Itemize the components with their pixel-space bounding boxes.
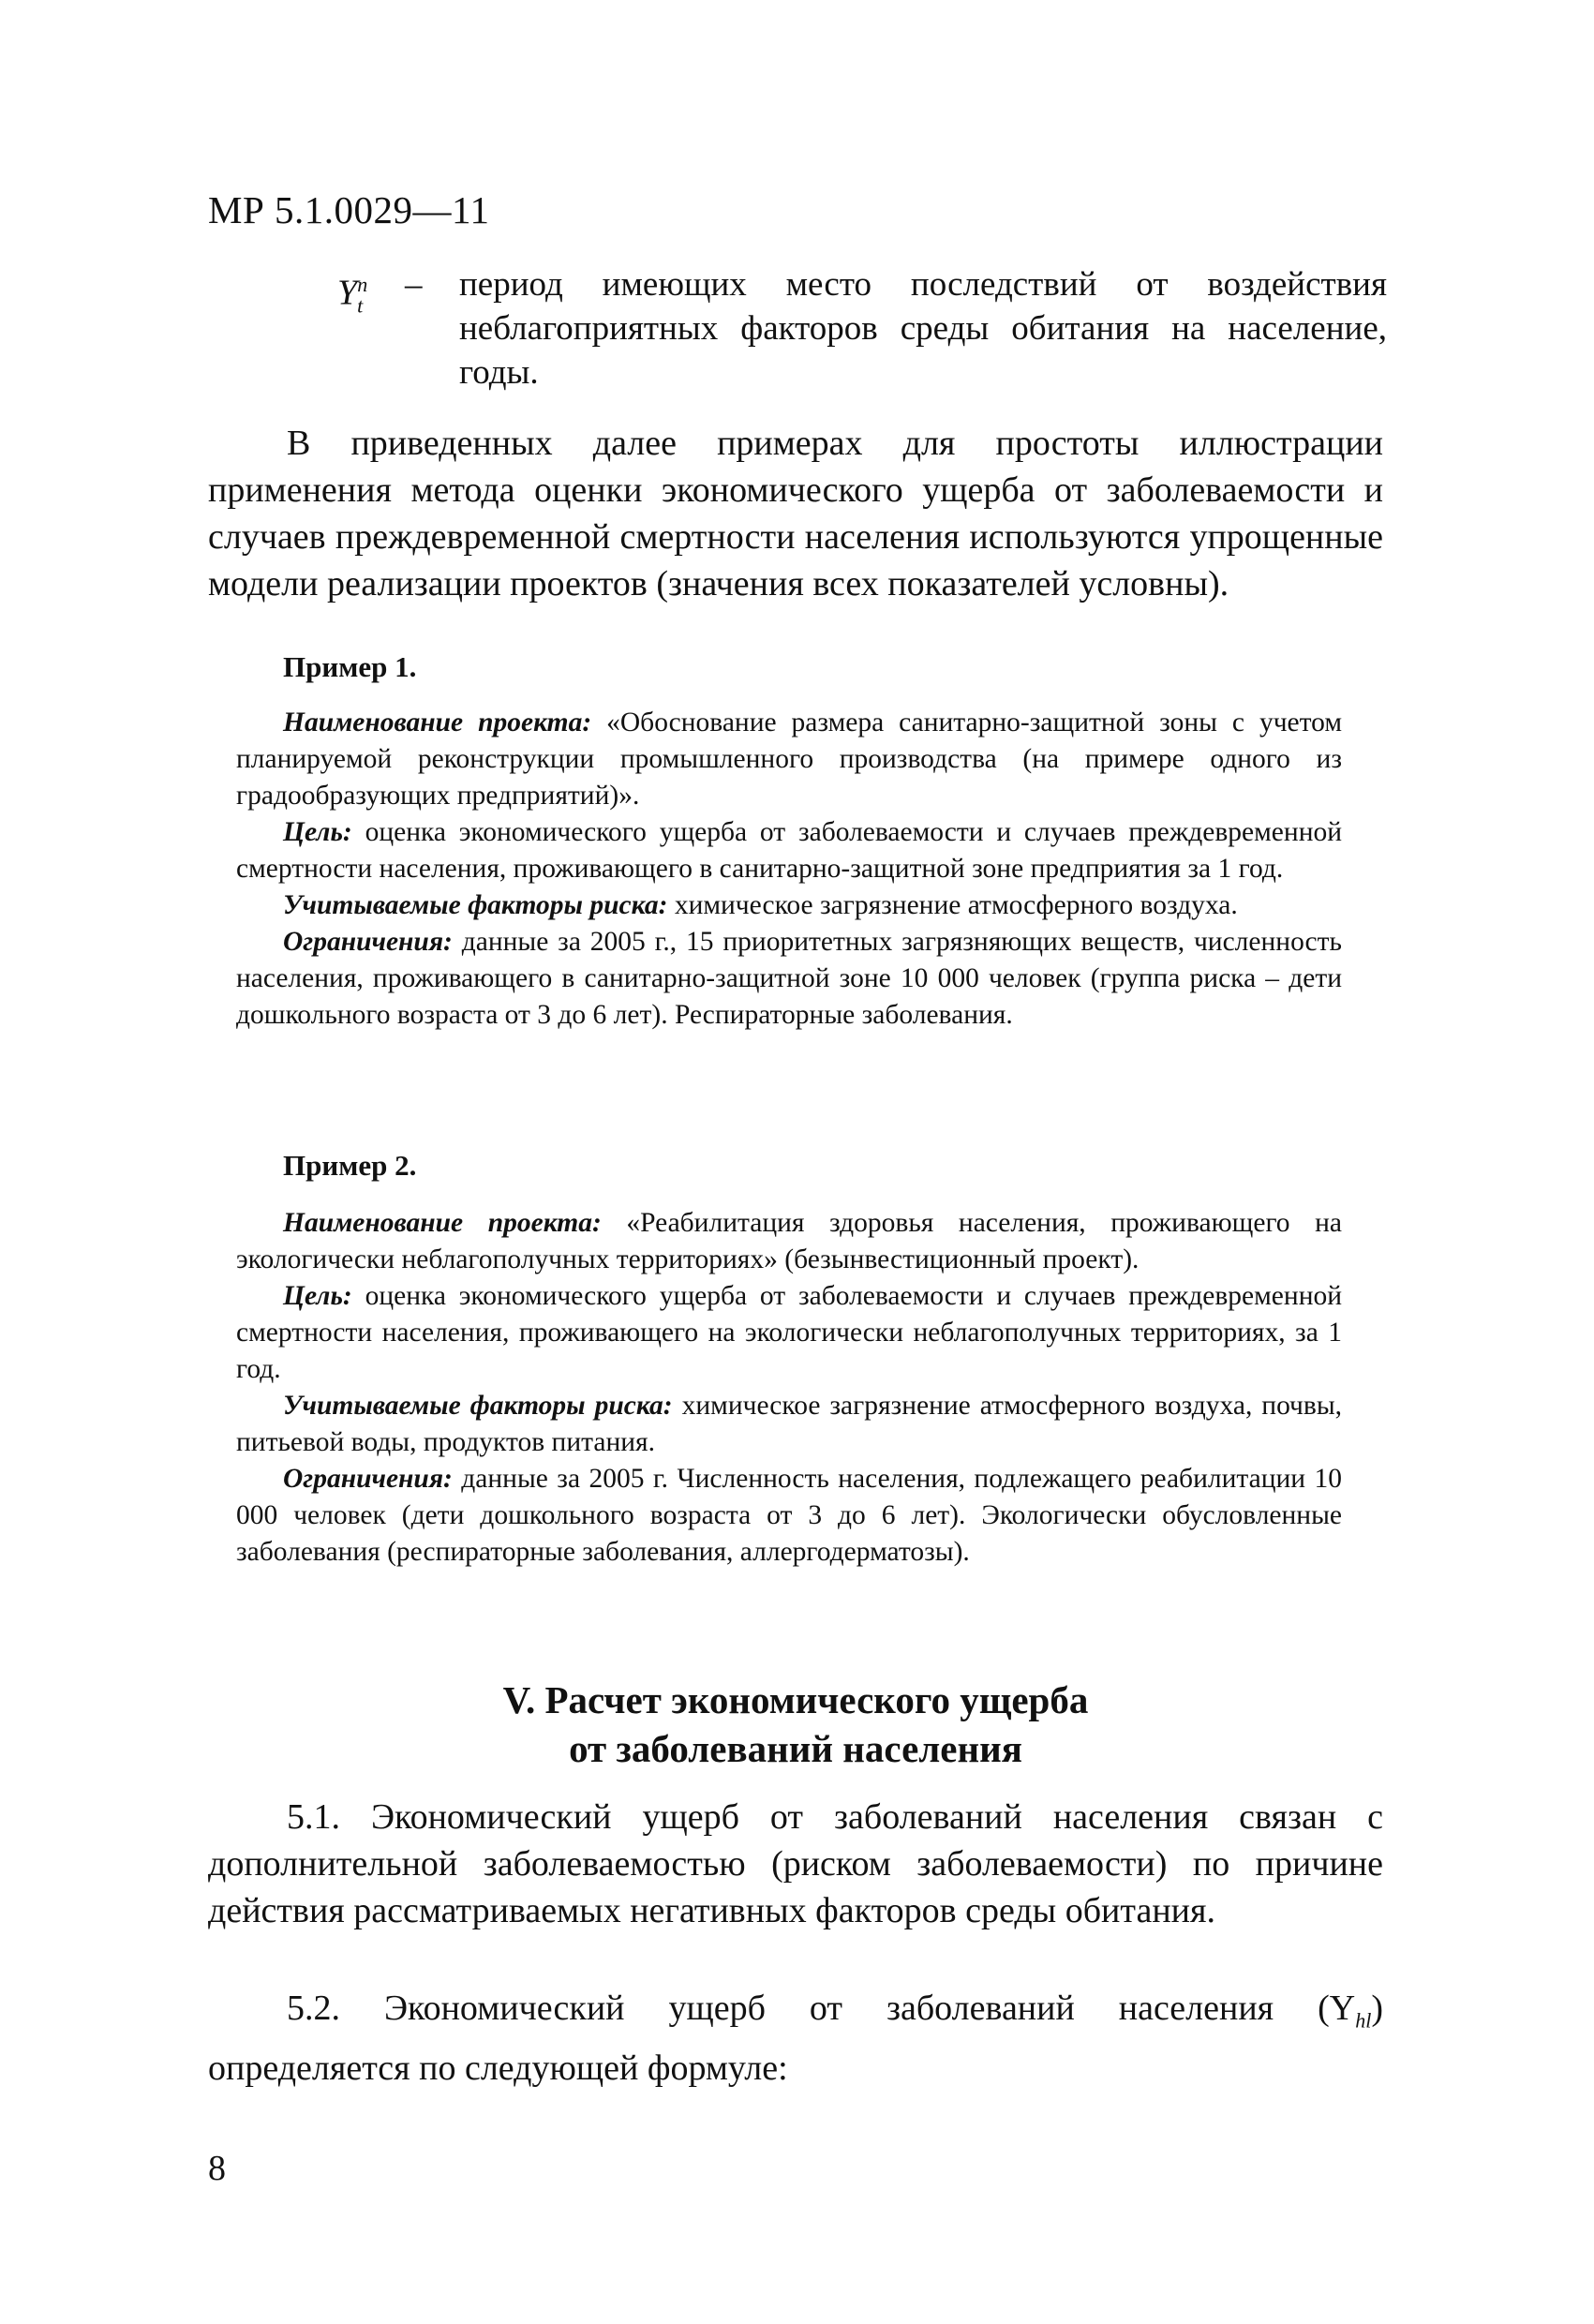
example2-name: [236, 1205, 1342, 1278]
example2-factors-text: химическое загрязнение атмосферного воздуха, почвы, питьевой воды, продуктов питания.: [236, 1391, 1343, 1457]
example1-factors-text: химическое загрязнение атмосферного воздуха.: [674, 890, 1238, 920]
example1-block: [236, 705, 1342, 1034]
example1-title: Пример 1.: [283, 650, 417, 683]
example1-name-text: «Обоснование размера санитарно-защитной зоны с учетом планируемой реконструкции промышленного производства (на примере одного из градообразующих предприятий)».: [236, 708, 1343, 811]
example2-block: [236, 1205, 1342, 1571]
example1-limits-label: Ограничения:: [283, 927, 453, 957]
example1-factors: [236, 887, 1342, 924]
example2-name-text: «Реабилитация здоровья населения, проживающего на экологически неблагополучных территориях» (безынвестиционный проект).: [236, 1208, 1342, 1274]
variable-symbol: $Y_t^n$: [337, 273, 368, 318]
definition-text: период имеющих место последствий от воздействия неблагоприятных факторов среды обитания на население, годы.: [459, 265, 1387, 392]
example2-goal-text: оценка экономического ущерба от заболеваемости и случаев преждевременной смертности населения, проживающего на экологически неблагополучных территориях, за 1 год.: [236, 1281, 1343, 1384]
example2-limits-label: Ограничения:: [283, 1464, 453, 1494]
example1-name: [236, 705, 1342, 814]
page-number: 8: [208, 2149, 226, 2188]
example2-factors-label: Учитываемые факторы риска:: [283, 1391, 673, 1421]
example1-goal-label: Цель:: [283, 817, 352, 847]
example1-limits: [236, 924, 1342, 1034]
example1-factors-label: Учитываемые факторы риска:: [283, 890, 668, 920]
section-heading-line2: от заболеваний населения: [569, 1727, 1022, 1770]
section-heading: [208, 1676, 1383, 1773]
example1-name-label: Наименование проекта:: [283, 708, 592, 737]
example2-goal-label: Цель:: [283, 1281, 352, 1311]
paragraph-5-1: 5.1. Экономический ущерб от заболеваний населения связан с дополнительной заболеваемостью (риском заболеваемости) по причине действия рассматриваемых негативных факторов среды обитания.: [208, 1797, 1383, 1930]
example2-goal: [236, 1278, 1342, 1388]
paragraph-5-2-after: ) определяется по следующей формуле:: [208, 1989, 1383, 2088]
example2-name-label: Наименование проекта:: [283, 1208, 602, 1238]
section-heading-line1: V. Расчет экономического ущерба: [502, 1678, 1089, 1721]
intro-paragraph: В приведенных далее примерах для простоты иллюстрации применения метода оценки экономического ущерба от заболеваемости и случаев преждевременной смертности населения используются упрощенные модели реализации проектов (значения всех показателей условны).: [208, 424, 1383, 603]
example2-limits: [236, 1461, 1342, 1571]
paragraph-5-2-subscript: hl: [1355, 2008, 1372, 2033]
example1-goal: [236, 814, 1342, 887]
paragraph-5-2: [208, 1985, 1383, 2092]
example1-limits-text: данные за 2005 г., 15 приоритетных загрязняющих веществ, численность населения, проживающего в санитарно-защитной зоне 10 000 человек (группа риска – дети дошкольного возраста от 3 до 6 лет). Респираторные заболевания.: [236, 927, 1342, 1030]
paragraph-5-2-before: 5.2. Экономический ущерб от заболеваний населения (Y: [287, 1989, 1356, 2028]
document-code: МР 5.1.0029—11: [208, 188, 490, 231]
example2-limits-text: данные за 2005 г. Численность населения, подлежащего реабилитации 10 000 человек (дети дошкольного возраста от 3 до 6 лет). Экологически обусловленные заболевания (респираторные заболевания, аллергодерматозы).: [236, 1464, 1342, 1567]
example2-title: Пример 2.: [283, 1149, 417, 1182]
example1-goal-text: оценка экономического ущерба от заболеваемости и случаев преждевременной смертности населения, проживающего в санитарно-защитной зоне предприятия за 1 год.: [236, 817, 1343, 884]
definition-dash: –: [405, 265, 423, 304]
example2-factors: [236, 1388, 1342, 1461]
